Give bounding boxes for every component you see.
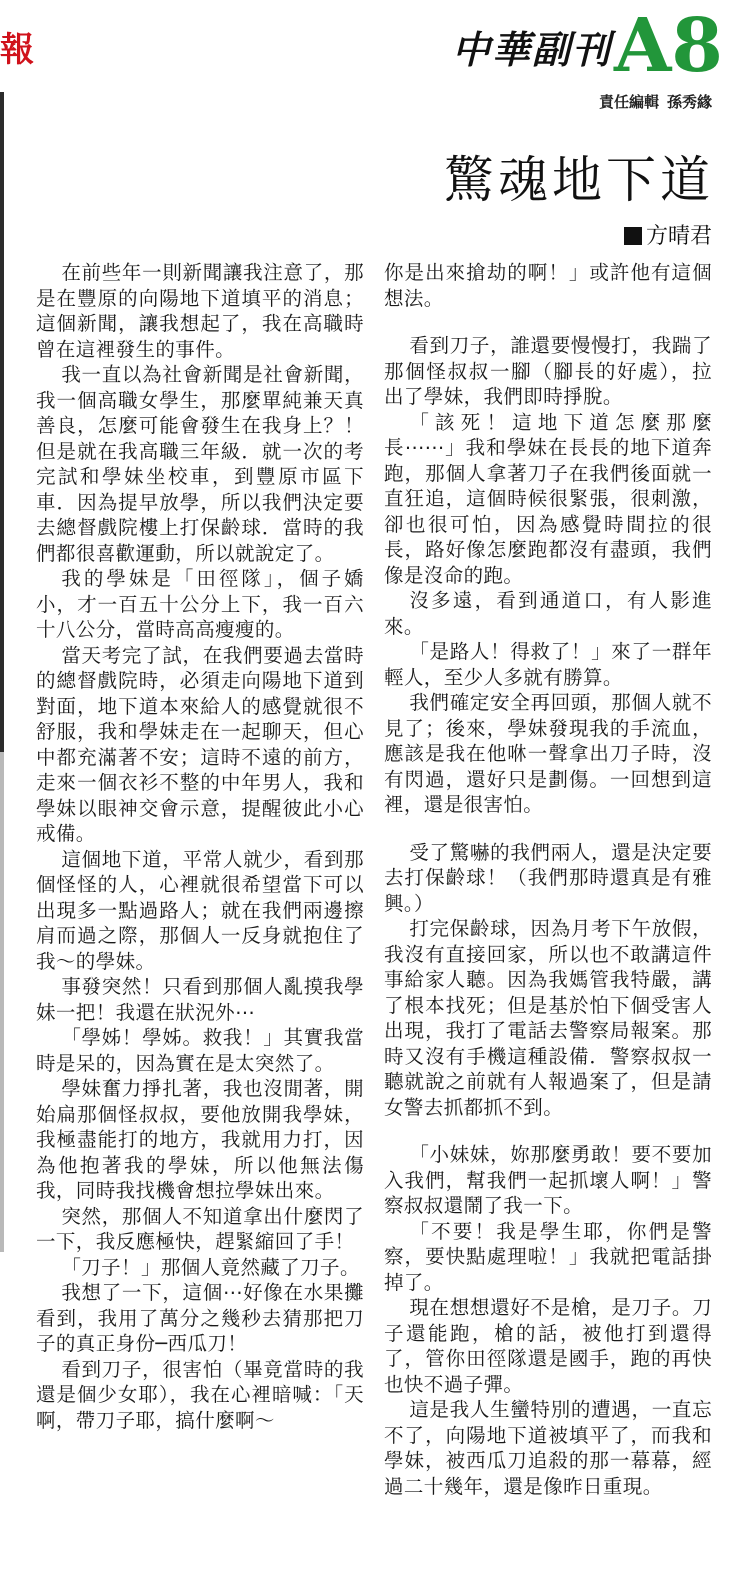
paragraph: 看到刀子，很害怕（畢竟當時的我還是個少女耶），我在心裡暗喊：「天啊，帶刀子耶，搞什麼啊～ xyxy=(36,1357,364,1432)
left-margin-rule-lower xyxy=(0,752,4,1252)
paragraph: 打完保齡球，因為月考下午放假，我沒有直接回家，所以也不敢講這件事給家人聽。因為我媽管我特嚴，講了根本找死；但是基於怕下個受害人出現，我打了電話去警察局報案。那時又沒有手機這種設備．警察叔叔一聽就說之前就有人報過案了，但是請女警去抓都抓不到。 xyxy=(384,917,712,1119)
paragraph: 當天考完了試，在我們要過去當時的總督戲院時，必須走向陽地下道到對面，地下道本來給人的感覺就很不舒服，我和學妹走在一起聊天，但心中都充滿著不安；這時不遠的前方，走來一個衣衫不整的中年男人，我和學妹以眼神交會示意，提醒彼此小心戒備。 xyxy=(36,643,364,845)
paragraph: 「小妹妹，妳那麼勇敢！要不要加入我們，幫我們一起抓壞人啊！」警察叔叔還鬧了我一下。 xyxy=(384,1143,712,1217)
paragraph: 受了驚嚇的我們兩人，還是決定要去打保齡球！（我們那時還真是有雅興。） xyxy=(384,840,712,915)
paragraph: 這是我人生蠻特別的遭遇，一直忘不了，向陽地下道被填平了，而我和學妹，被西瓜刀追殺的那一幕幕，經過二十幾年，還是像昨日重現。 xyxy=(384,1398,712,1498)
paragraph: 我一直以為社會新聞是社會新聞，我一個高職女學生，那麼單純兼天真善良，怎麼可能會發生在我身上？！但是就在我高職三年級．就一次的考完試和學妹坐校車，到豐原市區下車．因為提早放學，所以我們決定要去總督戲院樓上打保齡球．當時的我們都很喜歡運動，所以就說定了。 xyxy=(36,363,364,565)
paragraph: 我想了一下，這個⋯好像在水果攤看到，我用了萬分之幾秒去猜那把刀子的真正身份─西瓜刀！ xyxy=(36,1281,364,1355)
paragraph: 「學姊！學姊。救我！」其實我當時是呆的，因為實在是太突然了。 xyxy=(36,1026,364,1075)
article-column-right xyxy=(384,260,712,1499)
paragraph: 這個地下道，平常人就少，看到那個怪怪的人，心裡就很希望當下可以出現多一點過路人；就在我們兩邊擦肩而過之際，那個人一反身就抱住了我～的學妹。 xyxy=(36,847,364,973)
paragraph: 學妹奮力掙扎著，我也沒閒著，開始扁那個怪叔叔，要他放開我學妹，我極盡能打的地方，我就用力打，因為他抱著我的學妹，所以他無法傷我，同時我找機會想拉學妹出來。 xyxy=(36,1077,364,1202)
left-margin-rule xyxy=(0,92,4,752)
paragraph: 看到刀子，誰還要慢慢打，我踹了那個怪叔叔一腳（腳長的好處），拉出了學妹，我們即時掙脫。 xyxy=(384,334,712,408)
paragraph: 你是出來搶劫的啊！」或許他有這個想法。 xyxy=(384,261,712,310)
paragraph: 我的學妹是「田徑隊」，個子嬌小，才一百五十公分上下，我一百六十八公分，當時高高瘦瘦的。 xyxy=(36,567,364,641)
byline-square-icon xyxy=(624,227,642,245)
editor-label: 責任編輯 xyxy=(598,93,659,111)
paragraph: 「不要！我是學生耶，你們是警察，要快點處理啦！」我就把電話掛掉了。 xyxy=(384,1219,712,1294)
masthead-fragment: 報 xyxy=(0,30,34,70)
byline xyxy=(624,222,712,252)
editor-name: 孫秀緣 xyxy=(666,93,712,111)
paragraph: 「該死！這地下道怎麼那麼長⋯⋯」我和學妹在長長的地下道奔跑，那個人拿著刀子在我們後面就一直狂追，這個時候很緊張，很刺激，卻也很可怕，因為感覺時間拉的很長，路好像怎麼跑都沒有盡頭，我們像是沒命的跑。 xyxy=(384,410,712,587)
editor-credit xyxy=(599,92,712,112)
paragraph: 突然，那個人不知道拿出什麼閃了一下，我反應極快，趕緊縮回了手！ xyxy=(36,1204,364,1253)
paragraph: 事發突然！只看到那個人亂摸我學妹一把！我還在狀況外⋯ xyxy=(36,975,364,1024)
paragraph: 現在想想還好不是槍，是刀子。刀子還能跑，槍的話，被他打到還得了，管你田徑隊還是國手，跑的再快也快不過子彈。 xyxy=(384,1296,712,1396)
paragraph: 在前些年一則新聞讓我注意了，那是在豐原的向陽地下道填平的消息；這個新聞，讓我想起了，我在高職時曾在這裡發生的事件。 xyxy=(36,261,364,361)
section-name: 中華副刊 xyxy=(452,27,613,72)
paragraph: 「是路人！得救了！」來了一群年輕人，至少人多就有勝算。 xyxy=(384,640,712,689)
author-name: 方晴君 xyxy=(645,224,712,249)
article-title: 驚魂地下道 xyxy=(444,151,714,209)
page-number: A8 xyxy=(614,3,723,89)
paragraph: 我們確定安全再回頭，那個人就不見了；後來，學妹發現我的手流血，應該是我在他咻一聲拿出刀子時，沒有閃過，還好只是劃傷。一回想到這裡，還是很害怕。 xyxy=(384,691,712,816)
paragraph: 「刀子！」那個人竟然藏了刀子。 xyxy=(61,1255,360,1279)
article-column-left xyxy=(36,260,364,1433)
paragraph: 沒多遠，看到通道口，有人影進來。 xyxy=(384,589,712,638)
